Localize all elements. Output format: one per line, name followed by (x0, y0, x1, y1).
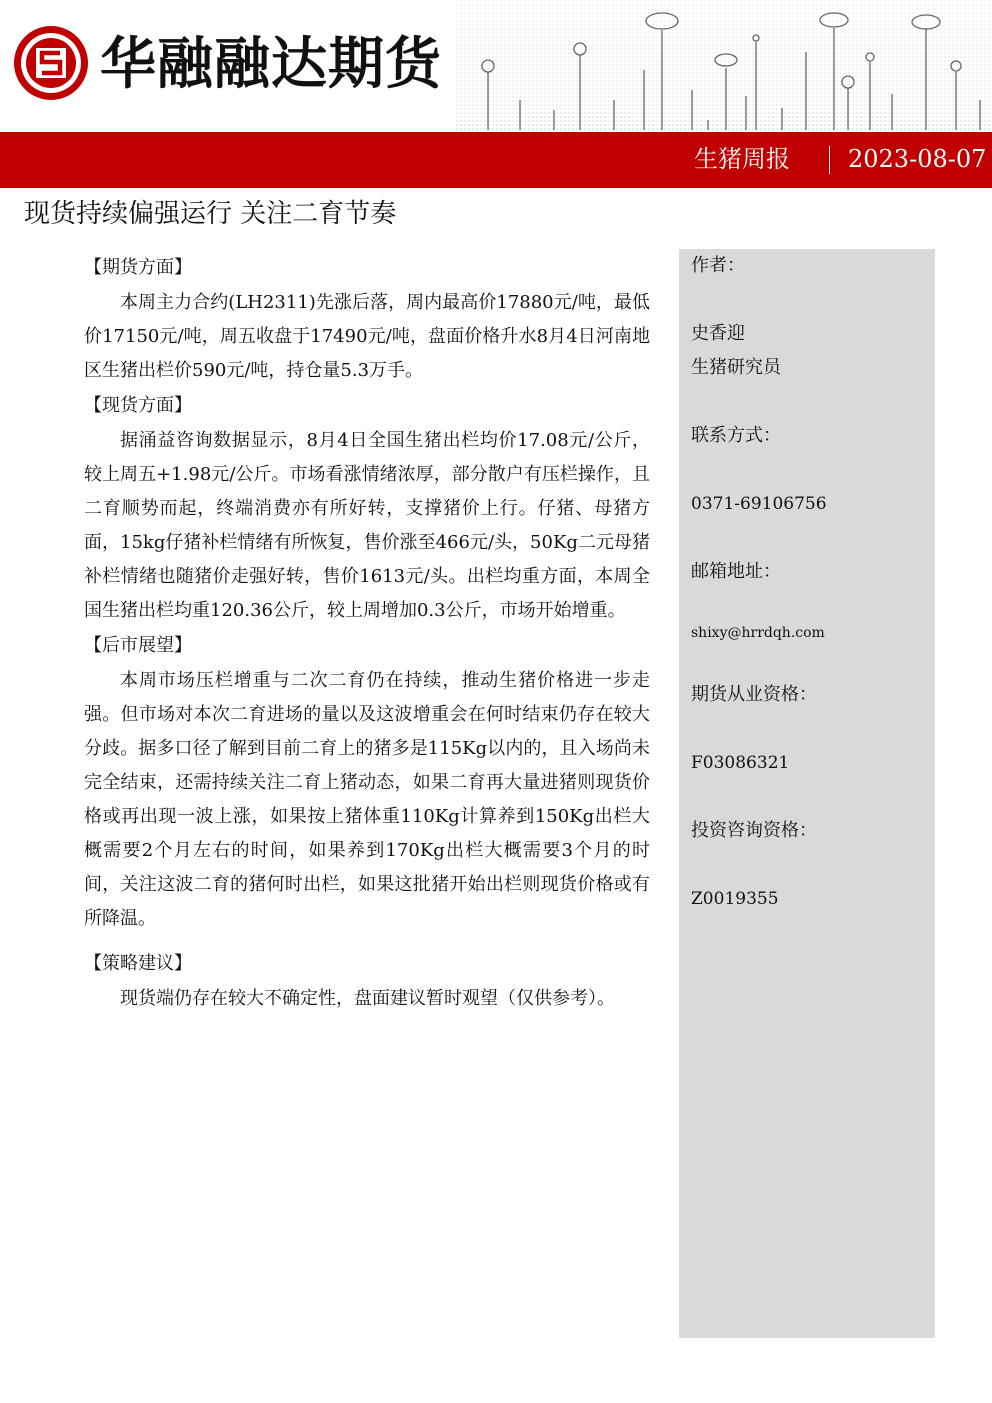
title-bar (0, 132, 992, 188)
title-bar-divider (829, 146, 830, 174)
header-decoration (456, 0, 992, 130)
report-date: 2023-08-07 (848, 145, 987, 173)
advisory-qualification-label: 投资咨询资格： (691, 820, 817, 841)
company-name: 华融融达期货 (100, 32, 442, 97)
futures-qualification-label: 期货从业资格： (691, 684, 817, 705)
section-heading-outlook: 【后市展望】 (84, 635, 192, 656)
section-spacer (84, 936, 650, 946)
section-paragraph: 本周主力合约(LH2311)先涨后落，周内最高价17880元/吨，最低价17150元/吨，周五收盘于17490元/吨，盘面价格升水8月4日河南地区生猪出栏价590元/吨，持仓量5.3万手。 (84, 292, 650, 381)
futures-qualification-number: F03086321 (691, 753, 790, 773)
report-body (84, 250, 650, 1016)
section-paragraph: 现货端仍存在较大不确定性，盘面建议暂时观望（仅供参考）。 (120, 988, 615, 1009)
company-logo-icon (12, 24, 90, 102)
advisory-qualification-number: Z0019355 (691, 889, 779, 909)
report-header (0, 0, 992, 130)
author-title: 生猪研究员 (691, 357, 781, 378)
author-name: 史香迎 (691, 323, 745, 344)
contact-label: 联系方式： (691, 425, 781, 446)
email-address[interactable]: shixy@hrrdqh.com (691, 625, 825, 641)
report-headline: 现货持续偏强运行 关注二育节奏 (24, 199, 397, 229)
author-sidebar (679, 249, 935, 1338)
report-type: 生猪周报 (694, 145, 790, 173)
section-paragraph: 据涌益咨询数据显示，8月4日全国生猪出栏均价17.08元/公斤，较上周五+1.98元/公斤。市场看涨情绪浓厚，部分散户有压栏操作，且二育顺势而起，终端消费亦有所好转，支撑猪价上行。仔猪、母猪方面，15kg仔猪补栏情绪有所恢复，售价涨至466元/头，50Kg二元母猪补栏情绪也随猪价走强好转，售价1613元/头。出栏均重方面，本周全国生猪出栏均重120.36公斤，较上周增加0.3公斤，市场开始增重。 (84, 430, 650, 621)
section-heading-futures: 【期货方面】 (84, 257, 192, 278)
section-heading-strategy: 【策略建议】 (84, 953, 192, 974)
contact-phone: 0371-69106756 (691, 494, 827, 514)
email-label: 邮箱地址： (691, 561, 781, 582)
section-heading-spot: 【现货方面】 (84, 395, 192, 416)
author-label: 作者： (691, 255, 745, 276)
section-paragraph: 本周市场压栏增重与二次二育仍在持续，推动生猪价格进一步走强。但市场对本次二育进场的量以及这波增重会在何时结束仍存在较大分歧。据多口径了解到目前二育上的猪多是115Kg以内的，且入场尚未完全结束，还需持续关注二育上猪动态，如果二育再大量进猪则现货价格或再出现一波上涨，如果按上猪体重110Kg计算养到150Kg出栏大概需要2个月左右的时间，如果养到170Kg出栏大概需要3个月的时间，关注这波二育的猪何时出栏，如果这批猪开始出栏则现货价格或有所降温。 (84, 670, 650, 929)
